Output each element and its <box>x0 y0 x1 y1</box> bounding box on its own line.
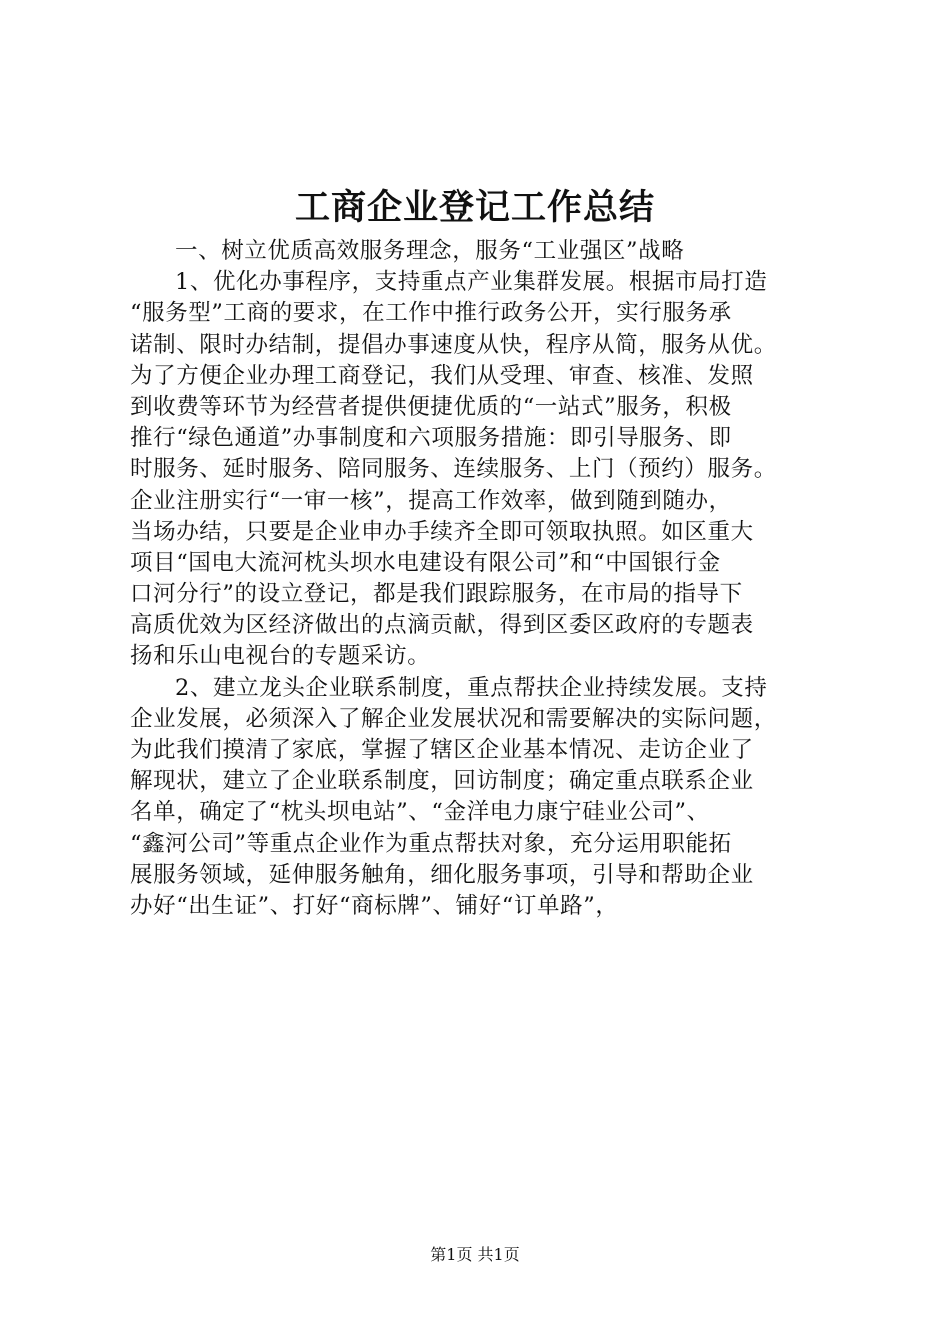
paragraph-line: 名单，确定了“枕头坝电站”、“金洋电力康宁硅业公司”、 <box>130 799 710 826</box>
document-title: 工商企业登记工作总结 <box>294 187 655 228</box>
paragraph-line: 解现状，建立了企业联系制度，回访制度；确定重点联系企业 <box>130 768 754 795</box>
paragraph-line: 时服务、延时服务、陪同服务、连续服务、上门（预约）服务。 <box>130 456 777 483</box>
section-heading: 一、树立优质高效服务理念，服务“工业强区”战略 <box>175 238 685 264</box>
paragraph-line: 推行“绿色通道”办事制度和六项服务措施：即引导服务、即 <box>130 425 732 452</box>
paragraph-line: 口河分行”的设立登记，都是我们跟踪服务，在市局的指导下 <box>130 581 743 608</box>
paragraph-line: 1、优化办事程序，支持重点产业集群发展。根据市局打造 <box>175 269 768 296</box>
paragraph-line: 项目“国电大流河枕头坝水电建设有限公司”和“中国银行金 <box>130 549 721 576</box>
paragraph-line: 高质优效为区经济做出的点滴贡献，得到区委区政府的专题表 <box>130 612 754 639</box>
paragraph-line: 扬和乐山电视台的专题采访。 <box>130 643 431 670</box>
paragraph-line: 为了方便企业办理工商登记，我们从受理、审查、核准、发照 <box>130 362 754 389</box>
paragraph-line: “鑫河公司”等重点企业作为重点帮扶对象，充分运用职能拓 <box>130 830 732 857</box>
paragraph-line: 办好“出生证”、打好“商标牌”、铺好“订单路”， <box>130 892 619 919</box>
page-number-footer: 第1页 共1页 <box>430 1245 520 1264</box>
paragraph-line: 为此我们摸清了家底，掌握了辖区企业基本情况、走访企业了 <box>130 737 754 763</box>
paragraph-line: “服务型”工商的要求，在工作中推行政务公开，实行服务承 <box>130 300 732 327</box>
paragraph-line: 到收费等环节为经营者提供便捷优质的“一站式”服务，积极 <box>130 393 732 420</box>
paragraph-line: 企业注册实行“一审一核”，提高工作效率，做到随到随办， <box>130 487 732 514</box>
document-body <box>130 236 835 922</box>
paragraph-line: 当场办结，只要是企业申办手续齐全即可领取执照。如区重大 <box>130 518 754 545</box>
paragraph-line: 2、建立龙头企业联系制度，重点帮扶企业持续发展。支持 <box>175 674 768 701</box>
paragraph-line: 展服务领域，延伸服务触角，细化服务事项，引导和帮助企业 <box>130 861 754 888</box>
paragraph-line: 诺制、限时办结制，提倡办事速度从快，程序从简，服务从优。 <box>130 331 777 358</box>
paragraph-line: 企业发展，必须深入了解企业发展状况和需要解决的实际问题， <box>130 705 777 732</box>
